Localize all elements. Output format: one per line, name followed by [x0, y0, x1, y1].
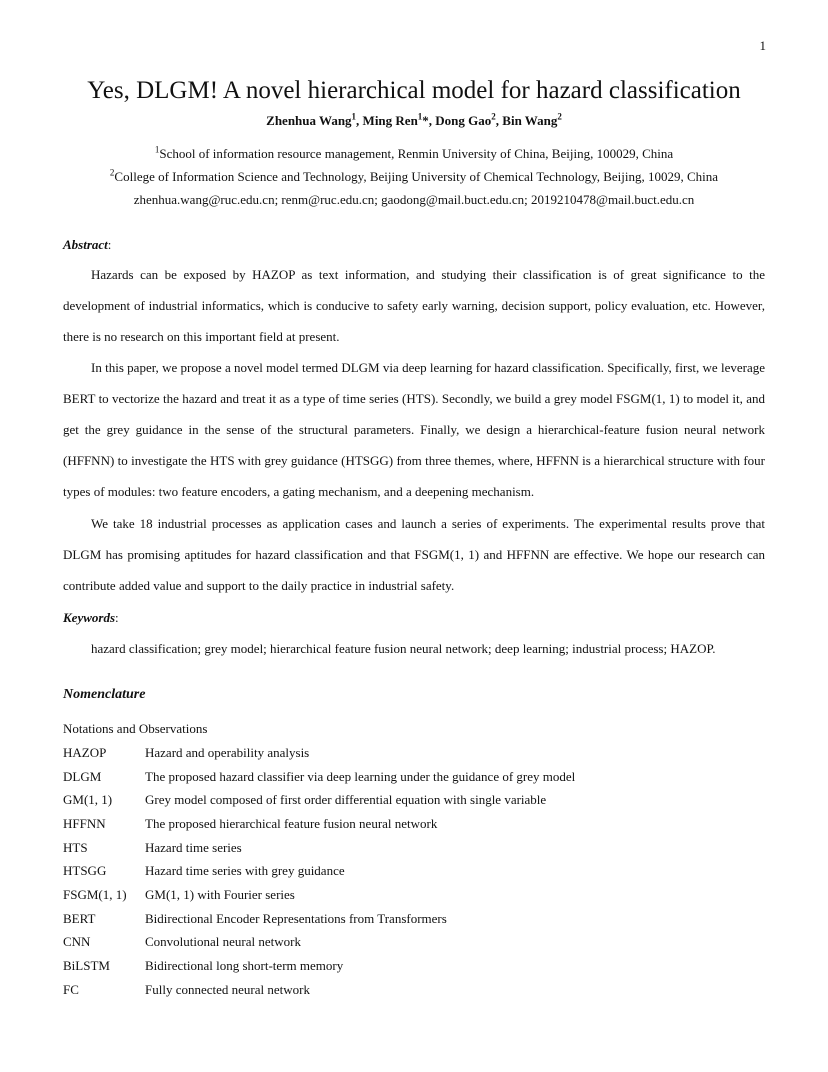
nomenclature-definition: Bidirectional Encoder Representations from Transformers — [145, 910, 447, 926]
author-list — [0, 113, 828, 129]
nomenclature-definition: Hazard and operability analysis — [145, 744, 310, 760]
nomenclature-heading: Nomenclature — [63, 687, 146, 702]
abstract-paragraph: Hazards can be exposed by HAZOP as text information, and studying their classification is of great significance to the development of industrial informatics, which is conducive to safety early warning, decision support, policy evaluation, etc. However, there is no research on this important field at present. — [63, 267, 765, 344]
nomenclature-definition: Bidirectional long short-term memory — [145, 958, 344, 974]
nomenclature-row — [63, 907, 765, 931]
nomenclature-abbreviation: CNN — [63, 934, 91, 950]
nomenclature-row — [63, 788, 765, 812]
nomenclature-definition: GM(1, 1) with Fourier series — [145, 886, 295, 902]
nomenclature-abbreviation: HFFNN — [63, 815, 106, 831]
nomenclature-abbreviation: DLGM — [63, 768, 102, 784]
author: Dong Gao$^2$, — [435, 111, 503, 128]
nomenclature-row — [63, 883, 765, 907]
nomenclature-definition: The proposed hazard classifier via deep learning under the guidance of grey model — [145, 768, 576, 784]
nomenclature-row — [63, 741, 765, 765]
nomenclature-abbreviation: BERT — [63, 910, 96, 926]
nomenclature-abbreviation: BiLSTM — [63, 958, 110, 974]
abstract-paragraph: In this paper, we propose a novel model termed DLGM via deep learning for hazard classification. Specifically, first, we leverage BERT to vectorize the hazard and treat it as a type of time series (HTS). Secondly, we build a grey model FSGM(1, 1) to model it, and get the grey guidance in the sense of the structural parameters. Finally, we design a hierarchical-feature fusion neural network (HFFNN) to investigate the HTS with grey guidance (HTSGG) from three themes, where, HFFNN is a hierarchical structure with four types of modules: two feature encoders, a gating mechanism, and a deepening mechanism. — [63, 360, 765, 499]
keywords-label: Keywords: — [63, 610, 119, 625]
affiliation-1: $^1$School of information resource management, Renmin University of China, Beijing, 100029, China — [154, 144, 674, 161]
page-number: 1 — [759, 38, 766, 53]
abstract-label: Abstract: — [63, 237, 112, 252]
paper-title: Yes, DLGM! A novel hierarchical model for hazard classification — [87, 77, 741, 104]
nomenclature-abbreviation: HTS — [63, 839, 88, 855]
nomenclature-row — [63, 931, 765, 955]
author: Ming Ren$^1$*, — [362, 111, 436, 128]
nomenclature-definition: Grey model composed of first order differential equation with single variable — [145, 792, 547, 808]
nomenclature-row — [63, 765, 765, 789]
nomenclature-abbreviation: HTSGG — [63, 863, 107, 879]
nomenclature-row — [63, 954, 765, 978]
nomenclature-definition: Fully connected neural network — [145, 981, 310, 997]
nomenclature-row — [63, 812, 765, 836]
nomenclature-definition: Hazard time series — [145, 839, 242, 855]
affiliation-2: $^2$College of Information Science and Technology, Beijing University of Chemical Technology, Beijing, 10029, China — [109, 167, 719, 184]
nomenclature-row — [63, 978, 765, 1002]
nomenclature-row — [63, 836, 765, 860]
keywords-text: hazard classification; grey model; hierarchical feature fusion neural network; deep learning; industrial process; HAZOP. — [91, 641, 716, 656]
nomenclature-definition: Convolutional neural network — [145, 934, 301, 950]
nomenclature-subheading: Notations and Observations — [63, 721, 208, 736]
nomenclature-definition: Hazard time series with grey guidance — [145, 863, 345, 879]
author: Zhenhua Wang$^1$, — [266, 111, 363, 128]
abstract-paragraph: We take 18 industrial processes as application cases and launch a series of experiments. The experimental results prove that DLGM has promising aptitudes for hazard classification and that FSGM(1, 1) and HFFNN are effective. We hope our research can contribute added value and support to the daily practice in industrial safety. — [63, 516, 765, 593]
nomenclature-abbreviation: FSGM(1, 1) — [63, 886, 127, 902]
author: Bin Wang$^2$ — [502, 111, 562, 128]
nomenclature-abbreviation: GM(1, 1) — [63, 792, 113, 808]
nomenclature-list — [63, 741, 765, 1002]
nomenclature-row — [63, 859, 765, 883]
nomenclature-abbreviation: FC — [63, 981, 79, 997]
nomenclature-definition: The proposed hierarchical feature fusion neural network — [145, 815, 438, 831]
author-emails: zhenhua.wang@ruc.edu.cn; renm@ruc.edu.cn; gaodong@mail.buct.edu.cn; 2019210478@mail.buct.edu.cn — [133, 192, 695, 207]
nomenclature-abbreviation: HAZOP — [63, 744, 107, 760]
